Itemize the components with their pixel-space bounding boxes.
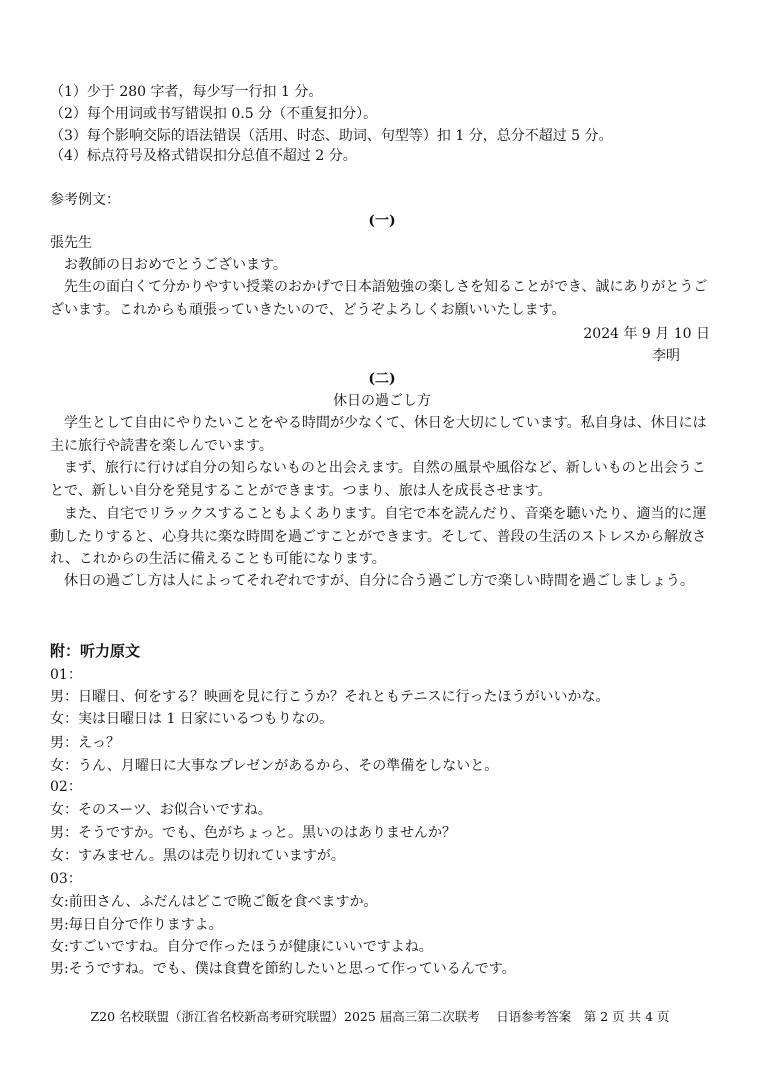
scoring-rule-1: （1）少于 280 字者，每少写一行扣 1 分。: [50, 84, 323, 100]
essay1-salutation: 張先生: [50, 235, 92, 251]
essay2-paragraph: まず、旅行に行けば自分の知らないものと出会えます。自然の風景や風俗など、新しいものと出会うことで、新しい自分を発見することができます。つまり、旅は人を成長させます。: [50, 460, 706, 499]
transcript-line: 男：日曜日、何をする？映画を見に行こうか？それともテニスに行ったほうがいいかな。: [50, 689, 610, 705]
essay2-paragraph: 休日の過ごし方は人によってそれぞれですが、自分に合う過ごし方で楽しい時間を過ごしましょう。: [64, 573, 694, 589]
transcript-line: 02：: [50, 779, 82, 795]
essay1-signature: 李明: [652, 348, 680, 364]
transcript-line: 01：: [50, 667, 82, 683]
transcript-line: 男:そうですね。でも、僕は食費を節約したいと思って作っているんです。: [50, 961, 516, 977]
essay1-para1: お教師の日おめでとうございます。: [64, 257, 287, 273]
transcript-line: 女:すごいですね。自分で作ったほうが健康にいいですよね。: [50, 939, 433, 955]
essay1-date: 2024 年 9 月 10 日: [583, 326, 710, 342]
transcript-line: 女：うん、月曜日に大事なプレゼンがあるから、その準備をしないと。: [50, 758, 499, 774]
scoring-rule-4: （4）标点符号及格式错误扣分总值不超过 2 分。: [50, 148, 357, 164]
transcript-line: 男：えっ？: [50, 735, 120, 751]
transcript-line: 女：実は日曜日は 1 日家にいるつもりなの。: [50, 711, 334, 727]
transcript-line: 女:前田さん、ふだんはどこで晩ご飯を食べますか。: [50, 894, 378, 910]
essay2-title: 休日の過ごし方: [333, 393, 431, 409]
essay1-heading: (一): [368, 213, 396, 229]
transcript-line: 男：そうですか。でも、色がちょっと。黒いのはありませんか？: [50, 825, 456, 841]
transcript-line: 03：: [50, 871, 82, 887]
essay2-paragraph: また、自宅でリラックスすることもよくあります。自宅で本を読んだり、音楽を聴いたり、適当的に運動したりすると、心身共に楽な時間を過ごすことができます。そして、普段の生活のストレスから解放され、これからの生活に備えることも可能になります。: [50, 506, 707, 567]
transcript-line: 女：すみません。黒のは売り切れていますが。: [50, 848, 345, 864]
appendix-title: 附：听力原文: [50, 642, 141, 660]
essay2-paragraph: 学生として自由にやりたいことをやる時間が少なくて、休日を大切にしています。私自身は、休日には主に旅行や読書を楽しんでいます。: [50, 415, 707, 454]
sample-label: 参考例文：: [50, 192, 120, 208]
transcript-line: 女：そのスーツ、お似合いですね。: [50, 802, 272, 818]
page-footer: Z20 名校联盟（浙江省名校新高考研究联盟）2025 届高三第二次联考 日语参考答案 第 2 页 共 4 页: [90, 1009, 670, 1024]
transcript-line: 男:毎日自分で作りますよ。: [50, 917, 223, 933]
scoring-rule-2: （2）每个用词或书写错误扣 0.5 分（不重复扣分）。: [50, 106, 378, 122]
essay2-heading: (二): [368, 371, 396, 387]
essay1-para2: 先生の面白くて分かりやすい授業のおかげで日本語勉強の楽しさを知ることができ、誠にありがとうございます。これからも頑張っていきたいので、どうぞよろしくお願いいたします。: [50, 279, 708, 318]
scoring-rule-3: （3）每个影响交际的语法错误（活用、时态、助词、句型等）扣 1 分，总分不超过 5 分。: [50, 128, 613, 144]
